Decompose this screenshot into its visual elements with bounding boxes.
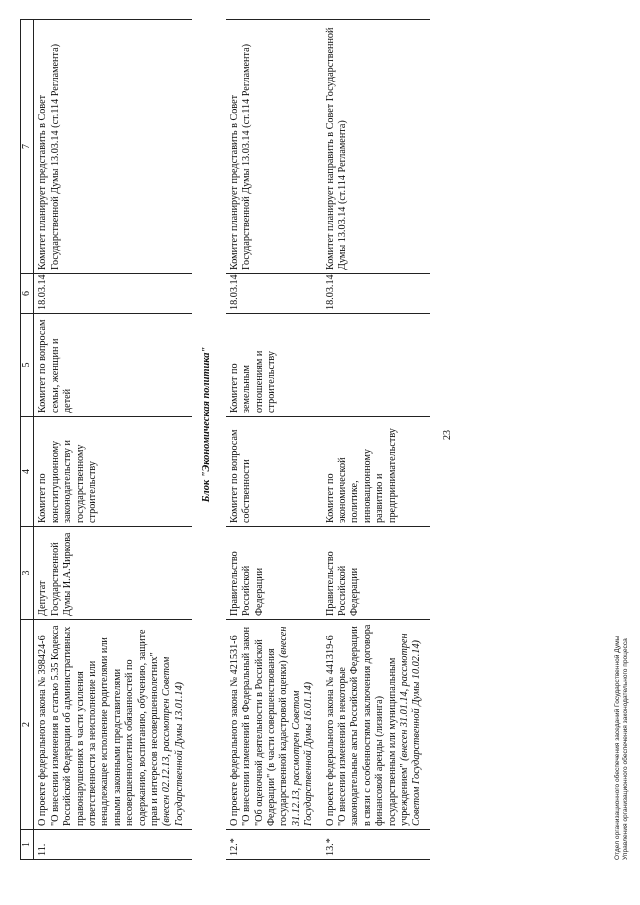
co-committee: Комитет по вопросам семьи, женщин и детей xyxy=(34,314,192,417)
page-number: 23 xyxy=(442,430,453,440)
row-number: 11. xyxy=(34,830,192,860)
initiator: Правительство Российской Федерации xyxy=(322,527,430,620)
action: Комитет планирует направить в Совет Государственной Думы 13.03.14 (ст.114 Регламента) xyxy=(322,20,430,274)
agenda-table xyxy=(20,19,430,860)
initiator: Депутат Государственной Думы И.А.Чиркова xyxy=(34,527,192,620)
responsible-committee: Комитет по конституционному законодательству и государственному строительству xyxy=(34,417,192,527)
date: 18.03.14 xyxy=(34,274,192,314)
co-committee: Комитет по земельным отношениям и строительству xyxy=(226,314,322,417)
block-row xyxy=(192,20,225,860)
footer-line-1: Отдел организационного обеспечения заседаний Государственной Думы xyxy=(614,635,621,860)
block-title: Блок "Экономическая политика" xyxy=(201,346,213,503)
row-number: 13.* xyxy=(322,830,430,860)
action: Комитет планирует представить в Совет Государственной Думы 13.03.14 (ст.114 Регламента) xyxy=(34,20,192,274)
row-number: 12.* xyxy=(226,830,322,860)
co-committee xyxy=(322,314,430,417)
header-row xyxy=(21,20,34,860)
col-header-1: 1 xyxy=(21,830,34,860)
col-header-7: 7 xyxy=(21,20,34,274)
bill-title: О проекте федерального закона № 441319-6 "О внесении изменений в некоторые законодательные акты Российской Федерации в связи с особенностями заключения договора финансовой аренды (лизинга) государственным или муниципальным учреждением" xyxy=(324,624,410,826)
responsible-committee: Комитет по экономической политике, инновационному развитию и предпринимательству xyxy=(322,417,430,527)
footer-line-2: Управления организационного обеспечения законодательного процесса xyxy=(622,638,629,860)
col-header-2: 2 xyxy=(21,620,34,830)
footer xyxy=(614,260,630,860)
bill-title: О проекте федерального закона № 421531-6 "О внесении изменений в Федеральный закон "Об оценочной деятельности в Российской Федерации" (в части совершенствования государственной кадастровой оценки) xyxy=(228,626,290,826)
responsible-committee: Комитет по вопросам собственности xyxy=(226,417,322,527)
col-header-6: 6 xyxy=(21,274,34,314)
bill-title: О проекте федерального закона № 398424-6 "О внесении изменения в статью 5.35 Кодекса Российской Федерации об административных правонарушениях в части усиления ответственности за неисполнение или ненадлежащее исполнение родителями или иными законными представителями несовершеннолетних обязанностей по содержанию, воспитанию, обучению, защите прав и интересов несовершеннолетних" xyxy=(37,625,161,826)
table-row xyxy=(226,20,322,860)
table-row xyxy=(34,20,192,860)
action: Комитет планирует представить в Совет Государственной Думы 13.03.14 (ст.114 Регламента) xyxy=(226,20,322,274)
table-row xyxy=(322,20,430,860)
bill-cell xyxy=(322,620,430,830)
col-header-3: 3 xyxy=(21,527,34,620)
bill-note: (внесен 02.12.13, рассмотрен Советом Государственной Думы 13.01.14) xyxy=(161,656,185,826)
date: 18.03.14 xyxy=(226,274,322,314)
bill-note: (внесен 31.12.13, рассмотрен Советом Государственной Думы 16.01.14) xyxy=(278,626,315,826)
bill-cell xyxy=(226,620,322,830)
bill-note: (внесен 31.01.14, рассмотрен Советом Государственной Думы 10.02.14) xyxy=(398,633,423,826)
initiator: Правительство Российской Федерации xyxy=(226,527,322,620)
col-header-4: 4 xyxy=(21,417,34,527)
bill-cell xyxy=(34,620,192,830)
date: 18.03.14 xyxy=(322,274,430,314)
col-header-5: 5 xyxy=(21,314,34,417)
